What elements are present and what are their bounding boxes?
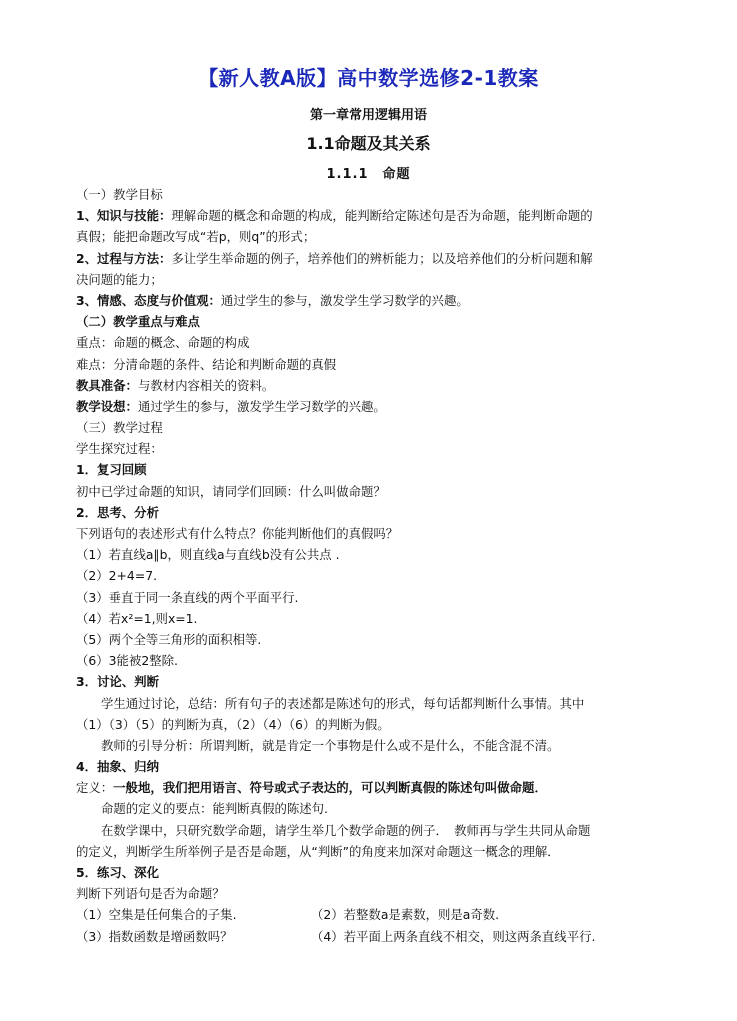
section-heading: 1.1命题及其关系 xyxy=(306,134,431,153)
definition-prefix: 定义： xyxy=(76,780,114,796)
step-4-title: 4．抽象、归纳 xyxy=(76,759,159,775)
step-3-title: 3．讨论、判断 xyxy=(76,674,159,690)
step-1-title: 1．复习回顾 xyxy=(76,462,147,478)
exercise-row xyxy=(76,926,676,947)
step-3-paragraph-1-continued: （1）（3）（5）的判断为真，（2）（4）（6）的判断为假。 xyxy=(76,716,390,732)
goal-1 xyxy=(76,205,676,226)
key-points-heading: （二）教学重点与难点 xyxy=(76,314,200,330)
definition xyxy=(76,777,676,798)
goal-1-text: 理解命题的概念和命题的构成，能判断给定陈述句是否为命题，能判断命题的 xyxy=(171,208,593,224)
subsection-heading: 1.1.1 命题 xyxy=(326,167,411,182)
goal-3 xyxy=(76,290,676,311)
key-difficulty: 难点：分清命题的条件、结论和判断命题的真假 xyxy=(76,356,337,372)
statement-item: （2）2+4=7. xyxy=(76,568,158,584)
exercise-row xyxy=(76,904,676,925)
statement-item: （6）3能被2整除. xyxy=(76,653,178,669)
goal-2-label: 2、过程与方法： xyxy=(76,250,172,266)
teaching-design-label: 教学设想： xyxy=(76,398,138,414)
step-2-title: 2．思考、分析 xyxy=(76,504,159,520)
step-2-question: 下列语句的表述形式有什么特点？你能判断他们的真假吗？ xyxy=(76,526,399,541)
goal-2 xyxy=(76,248,676,269)
statement-item: （3）垂直于同一条直线的两个平面平行. xyxy=(76,589,299,605)
goal-1-label: 1、知识与技能： xyxy=(76,208,172,224)
step-5-question: 判断下列语句是否为命题？ xyxy=(76,886,225,902)
document-title: 【新人教A版】高中数学选修2-1教案 xyxy=(198,66,539,90)
process-heading: （三）教学过程 xyxy=(76,420,163,436)
exercise-item: （1）空集是任何集合的子集. xyxy=(76,907,237,923)
step-3-paragraph-2: 教师的引导分析：所谓判断，就是肯定一个事物是什么或不是什么，不能含混不清。 xyxy=(101,737,560,753)
exercise-item: （3）指数函数是增函数吗？ xyxy=(76,928,233,944)
goal-1-continued: 真假；能把命题改写成“若p，则q”的形式； xyxy=(76,229,316,245)
definition-text: 一般地，我们把用语言、符号或式子表达的，可以判断真假的陈述句叫做命题． xyxy=(113,780,547,796)
step-4-paragraph-continued: 的定义，判断学生所举例子是否是命题，从“判断”的角度来加深对命题这一概念的理解． xyxy=(76,843,560,859)
statement-item: （4）若x²=1,则x=1. xyxy=(76,610,198,626)
statement-item: （5）两个全等三角形的面积相等. xyxy=(76,631,262,647)
step-1-text: 初中已学过命题的知识，请同学们回顾：什么叫做命题？ xyxy=(76,483,386,499)
statement-item: （1）若直线a∥b，则直线a与直线b没有公共点 . xyxy=(76,547,340,563)
goal-2-text: 多让学生举命题的例子，培养他们的辨析能力；以及培养他们的分析问题和解 xyxy=(171,250,593,266)
teaching-tools-text: 与教材内容相关的资料。 xyxy=(137,377,275,393)
goal-3-text: 通过学生的参与，激发学生学习数学的兴趣。 xyxy=(220,292,469,308)
goal-2-continued: 决问题的能力； xyxy=(76,271,163,287)
teaching-goals-heading: （一）教学目标 xyxy=(76,187,163,202)
exercise-item: （4）若平面上两条直线不相交，则这两条直线平行. xyxy=(311,928,596,944)
document-body xyxy=(76,184,676,947)
exercise-item: （2）若整数a是素数，则是a奇数. xyxy=(311,907,500,923)
step-5-title: 5．练习、深化 xyxy=(76,865,159,880)
teaching-design-text: 通过学生的参与，激发学生学习数学的兴趣。 xyxy=(137,398,386,414)
step-3-paragraph-1: 学生通过讨论，总结：所有句子的表述都是陈述句的形式，每句话都判断什么事情。其中 xyxy=(101,695,585,711)
teaching-design xyxy=(76,396,676,417)
definition-key-point: 命题的定义的要点：能判断真假的陈述句. xyxy=(101,801,328,817)
key-focus: 重点：命题的概念、命题的构成 xyxy=(76,335,250,351)
process-intro: 学生探究过程： xyxy=(76,441,163,457)
teaching-tools xyxy=(76,375,676,396)
chapter-heading: 第一章常用逻辑用语 xyxy=(309,108,427,123)
goal-3-label: 3、情感、态度与价值观： xyxy=(76,292,221,308)
step-4-paragraph: 在数学课中，只研究数学命题，请学生举几个数学命题的例子． 教师再与学生共同从命题 xyxy=(101,822,591,838)
teaching-tools-label: 教具准备： xyxy=(76,377,138,393)
